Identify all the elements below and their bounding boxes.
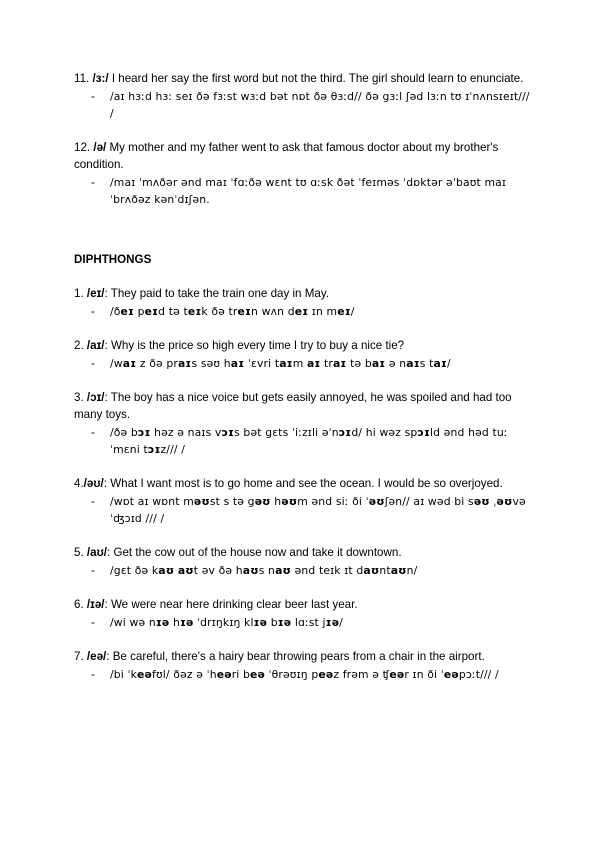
transcription-item [74, 666, 532, 683]
ipa-transcription [110, 426, 508, 456]
ipa-segment: tr [320, 357, 333, 370]
ipa-transcription [110, 564, 417, 577]
ipa-segment: m ənd siː ði ˈ [297, 495, 369, 508]
phoneme-symbol: /eɪ/ [86, 287, 105, 300]
list-dash: - [91, 426, 95, 439]
ipa-highlight: ɔɪ [137, 426, 151, 439]
example-sentence: I heard her say the first word but not the third. The girl should learn to enunciate. [111, 72, 524, 85]
ipa-highlight: eə [443, 668, 459, 681]
phoneme-symbol: /eə/ [86, 650, 107, 663]
ipa-segment: r ɪn ði ˈ [404, 668, 444, 681]
ipa-transcription [110, 357, 451, 370]
phoneme-symbol: /ɜ:/ [92, 72, 109, 85]
example-sentence: : We were near here drinking clear beer last year. [104, 598, 358, 611]
ipa-highlight: əʊ [193, 495, 210, 508]
ipa-highlight: əʊ [281, 495, 298, 508]
ipa-highlight: aʊ [275, 564, 291, 577]
list-dash: - [91, 176, 95, 189]
ipa-segment: / [350, 305, 355, 318]
ipa-segment: /ðə b [110, 426, 138, 439]
ipa-highlight: ɪə [253, 616, 268, 629]
ipa-segment: s t [419, 357, 434, 370]
ipa-highlight: ɪə [179, 616, 194, 629]
ipa-highlight: eə [137, 668, 152, 681]
ipa-highlight: eə [216, 668, 232, 681]
diphthong-entry-7 [74, 648, 532, 683]
transcription-item [74, 424, 532, 458]
ipa-segment: nt [379, 564, 391, 577]
ipa-highlight: eə [318, 668, 334, 681]
list-dash: - [91, 564, 95, 577]
ipa-highlight: eə [389, 668, 405, 681]
ipa-highlight: əʊ [368, 495, 385, 508]
transcription-item [74, 562, 532, 579]
ipa-segment: k ðə tr [201, 305, 238, 318]
entry-number: 5. [74, 546, 84, 559]
ipa-transcription [110, 176, 506, 206]
ipa-highlight: aɪ [122, 357, 137, 370]
list-dash: - [91, 357, 95, 370]
ipa-highlight: ɔɪ [338, 426, 352, 439]
phoneme-symbol: /əʊ/ [83, 477, 104, 490]
list-dash: - [91, 495, 95, 508]
transcription-item [74, 614, 532, 631]
ipa-segment: m [292, 357, 307, 370]
ipa-highlight: ɪə [155, 616, 170, 629]
transcription-item [74, 174, 532, 208]
diphthong-entry-6 [74, 596, 532, 631]
ipa-highlight: eɪ [144, 305, 159, 318]
vowel-entry-12 [74, 139, 532, 208]
entry-number: 12. [74, 141, 91, 154]
ipa-highlight: aʊ [242, 564, 259, 577]
ipa-highlight: əʊ [254, 495, 271, 508]
list-dash: - [91, 668, 95, 681]
ipa-segment: ˌ [489, 495, 497, 508]
example-sentence: : Get the cow out of the house now and take it downtown. [107, 546, 402, 559]
ipa-segment: t əv ðə h [193, 564, 243, 577]
ipa-highlight: aʊ [390, 564, 407, 577]
example-sentence: : The boy has a nice voice but gets easily annoyed, he was spoiled and had too many toys. [74, 391, 512, 421]
ipa-segment: st s tə g [209, 495, 255, 508]
ipa-highlight: aʊ [158, 564, 175, 577]
ipa-segment: ˈθrəʊɪŋ p [264, 668, 319, 681]
ipa-segment: / [339, 616, 343, 629]
entry-number: 3. [74, 391, 84, 404]
ipa-segment: /aɪ hɜːd hɜː seɪ ðə fɜːst wɜːd bət nɒt ðə θɜːd// ðə gɜːl ʃəd lɜːn tʊ ɪˈnʌnsɪeɪt/// / [110, 90, 530, 120]
ipa-transcription [110, 668, 499, 681]
ipa-highlight: aʊ [363, 564, 380, 577]
entry-number: 4. [74, 477, 84, 490]
diphthong-entry-5 [74, 544, 532, 579]
ipa-segment: s bət gɛts ˈiːzɪli əˈn [234, 426, 339, 439]
ipa-segment: fʊl/ ðəz ə ˈh [152, 668, 217, 681]
section-heading: DIPHTHONGS [74, 253, 152, 266]
ipa-highlight: aɪ [406, 357, 420, 370]
entry-number: 7. [74, 650, 84, 663]
example-sentence: : They paid to take the train one day in May. [104, 287, 329, 300]
ipa-highlight: aɪ [433, 357, 447, 370]
entry-number: 1. [74, 287, 84, 300]
ipa-highlight: aɪ [333, 357, 347, 370]
ipa-highlight: aɪ [279, 357, 293, 370]
example-sentence: My mother and my father went to ask that famous doctor about my brother's condition. [74, 141, 499, 171]
list-dash: - [91, 90, 95, 103]
ipa-segment: /maɪ ˈmʌðər ənd maɪ ˈfɑːðə wɛnt tʊ ɑːsk ðət ˈfeɪməs ˈdɒktər əˈbaʊt maɪ ˈbrʌðəz kənˈdɪʃən. [110, 176, 507, 206]
ipa-highlight: eɪ [337, 305, 351, 318]
example-sentence: : What I want most is to go home and see the ocean. I would be so overjoyed. [103, 477, 503, 490]
ipa-segment: s səʊ h [191, 357, 231, 370]
transcription-item [74, 355, 532, 372]
ipa-highlight: aʊ [177, 564, 194, 577]
ipa-highlight: eɪ [120, 305, 135, 318]
ipa-highlight: ɪə [325, 616, 340, 629]
ipa-segment: z ðə pr [136, 357, 178, 370]
ipa-highlight: əʊ [496, 495, 513, 508]
ipa-highlight: aɪ [371, 357, 386, 370]
ipa-segment: /wi wə n [110, 616, 156, 629]
ipa-segment: ɪn m [308, 305, 338, 318]
ipa-segment: lɑːst j [291, 616, 326, 629]
ipa-transcription [110, 616, 343, 629]
ipa-transcription [110, 495, 526, 525]
ipa-highlight: eɪ [294, 305, 309, 318]
ipa-segment: tə b [346, 357, 372, 370]
ipa-segment: z/// / [160, 443, 186, 456]
ipa-highlight: eɪ [187, 305, 202, 318]
diphthong-entry-3 [74, 389, 532, 458]
document-page [74, 70, 532, 683]
ipa-segment: n/ [406, 564, 418, 577]
ipa-segment: h [169, 616, 180, 629]
entry-number: 11. [74, 72, 90, 85]
phoneme-symbol: /ə/ [93, 141, 107, 154]
ipa-highlight: aɪ [306, 357, 321, 370]
ipa-segment: ld ənd həd tuː ˈmɛni t [110, 426, 508, 456]
example-sentence: : Why is the price so high every time I try to buy a nice tie? [104, 339, 405, 352]
transcription-item [74, 303, 532, 320]
ipa-segment: ənd teɪk ɪt d [291, 564, 364, 577]
ipa-segment: pɔːt/// / [458, 668, 499, 681]
ipa-highlight: aɪ [230, 357, 245, 370]
ipa-transcription [110, 305, 355, 318]
ipa-segment: z frəm ə ʧ [333, 668, 390, 681]
ipa-segment: ri b [231, 668, 251, 681]
ipa-highlight: ɔɪ [417, 426, 430, 439]
ipa-highlight: ɔɪ [147, 443, 161, 456]
list-dash: - [91, 305, 95, 318]
phoneme-symbol: /ɔɪ/ [86, 391, 105, 404]
ipa-segment: /w [110, 357, 123, 370]
phoneme-symbol: /aʊ/ [86, 546, 107, 559]
ipa-segment: həz ə naɪs v [150, 426, 222, 439]
ipa-segment: b [267, 616, 278, 629]
ipa-highlight: eə [250, 668, 265, 681]
ipa-segment: /gɛt ðə k [110, 564, 159, 577]
ipa-highlight: ɪə [277, 616, 292, 629]
ipa-segment: /ð [110, 305, 121, 318]
phoneme-symbol: /ɪə/ [86, 598, 105, 611]
ipa-segment: p [134, 305, 145, 318]
entry-number: 2. [74, 339, 84, 352]
ipa-segment: s n [258, 564, 276, 577]
ipa-segment: ə n [385, 357, 407, 370]
transcription-item [74, 88, 532, 122]
ipa-segment: /bi ˈk [110, 668, 138, 681]
vowel-entry-11 [74, 70, 532, 122]
ipa-segment: d/ hi wəz sp [351, 426, 418, 439]
ipa-segment: / [446, 357, 451, 370]
ipa-segment: /wɒt aɪ wɒnt m [110, 495, 194, 508]
ipa-segment: d tə t [158, 305, 188, 318]
example-sentence: : Be careful, there's a hairy bear throwing pears from a chair in the airport. [106, 650, 485, 663]
ipa-highlight: eɪ [237, 305, 252, 318]
ipa-segment: h [270, 495, 282, 508]
ipa-segment: vəˈʤɔɪd /// / [110, 495, 526, 525]
ipa-highlight: ɔɪ [221, 426, 235, 439]
ipa-highlight: əʊ [473, 495, 490, 508]
diphthong-entry-1 [74, 285, 532, 320]
list-dash: - [91, 616, 95, 629]
entry-number: 6. [74, 598, 84, 611]
diphthong-entry-2 [74, 337, 532, 372]
ipa-segment: ˈdrɪŋkɪŋ kl [193, 616, 254, 629]
diphthong-list [74, 285, 532, 683]
phoneme-symbol: /aɪ/ [86, 339, 105, 352]
transcription-item [74, 493, 532, 527]
ipa-transcription [110, 90, 530, 120]
ipa-segment: n wʌn d [251, 305, 295, 318]
ipa-segment: ʃən// aɪ wəd bi s [384, 495, 474, 508]
ipa-highlight: aɪ [177, 357, 192, 370]
diphthong-entry-4 [74, 475, 532, 527]
ipa-segment: ˈɛvri t [244, 357, 280, 370]
